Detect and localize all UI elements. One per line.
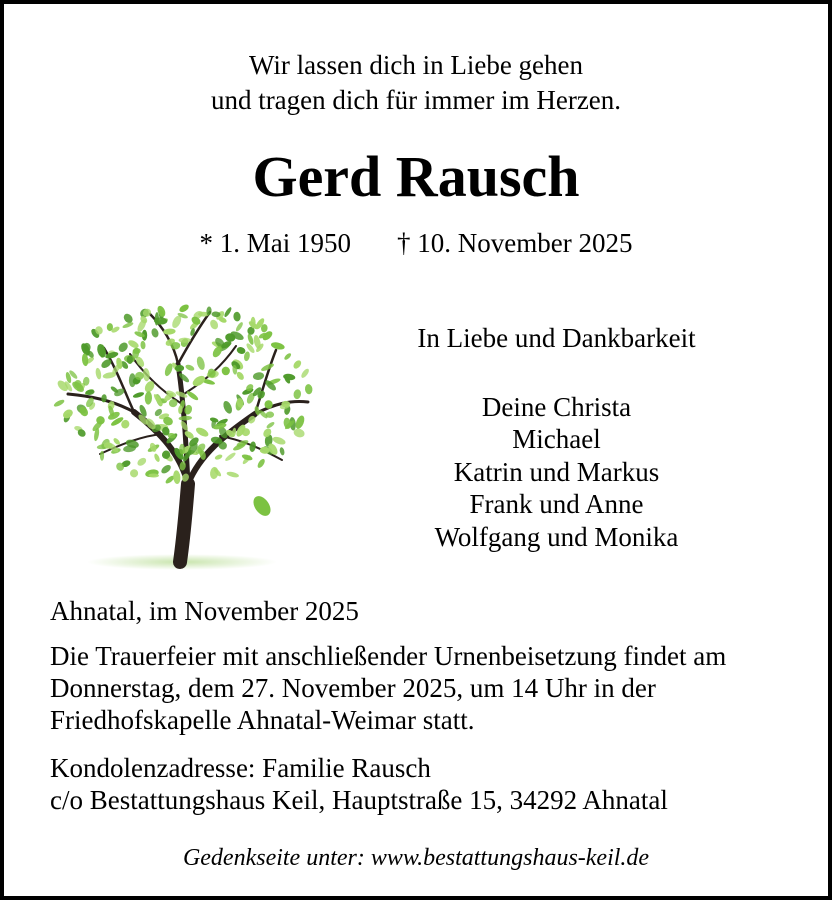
leaf [224,451,237,462]
leaf [186,390,200,402]
leaf [132,391,144,399]
leaf [283,352,292,361]
deceased-name: Gerd Rausch [252,144,580,209]
falling-leaf [250,493,274,519]
leaf [266,421,276,430]
memorial-page-link[interactable]: Gedenkseite unter: www.bestattungshaus-keil.de [182,845,650,871]
leaf [127,339,140,350]
leaf [250,317,255,329]
family-heading: In Liebe und Dankbarkeit [417,323,696,353]
leaf [249,441,257,452]
leaf [214,454,223,461]
death-date: † 10. November 2025 [397,228,633,258]
leaf [95,367,102,379]
leaf [222,400,234,415]
funeral-info-line-2: Donnerstag, dem 27. November 2025, um 14 Uhr in der [50,673,656,703]
leaf [153,453,161,463]
leaf [223,306,233,318]
leaf [252,372,264,381]
leaf [195,426,210,439]
leaf [173,470,181,484]
leaf [185,364,196,372]
leaf [150,327,159,338]
life-dates [4,226,828,260]
leaf [279,447,285,456]
funeral-info-line-3: Friedhofskapelle Ahnatal-Weimar statt. [50,705,475,735]
funeral-info-line-1: Die Trauerfeier mit anschließender Urnenbeisetzung findet am [50,641,727,671]
family-member: Michael [512,424,601,454]
leaf [178,415,192,421]
family-member: Wolfgang und Monika [434,521,679,552]
intro-verse [4,48,828,118]
leaf [235,321,245,332]
leaf [53,398,65,408]
place-and-date: Ahnatal, im November 2025 [50,596,359,626]
leaf [209,318,220,330]
leaf [117,341,130,354]
leaf [272,435,287,446]
tree-leaves [53,303,313,485]
leaf [100,451,104,461]
tree-illustration [50,294,320,574]
intro-line-2: und tragen dich für immer im Herzen. [210,85,622,115]
funeral-info [50,640,810,736]
intro-line-1: Wir lassen dich in Liebe gehen [248,50,584,80]
leaf [300,367,310,379]
leaf [236,346,246,355]
leaf [233,311,241,321]
family-member: Katrin und Markus [453,456,660,487]
birth-date: * 1. Mai 1950 [199,228,352,258]
leaf [178,303,190,314]
leaf [294,414,306,430]
leaf [281,401,290,407]
leaf [140,341,146,350]
leaf [195,356,206,371]
leaf [179,338,191,343]
condolence-line-1: Kondolenzadresse: Familie Rausch [50,753,431,783]
family-member: Frank und Anne [469,489,644,519]
leaf [226,471,239,479]
leaf [160,463,173,475]
leaf [292,359,303,370]
leaf [144,391,152,405]
leaf [129,468,140,479]
leaf [270,341,285,351]
leaf [256,458,266,469]
condolence-line-2: c/o Bestattungshaus Keil, Hauptstraße 15, 34292 Ahnatal [50,785,668,815]
mourners-block [384,322,729,553]
leaf [209,466,219,479]
leaf [112,437,121,446]
condolence-address [50,752,810,816]
leaf [293,389,302,400]
leaf [222,367,230,376]
family-member: Deine Christa [481,391,632,422]
leaf [136,456,148,467]
leaf [304,384,313,395]
